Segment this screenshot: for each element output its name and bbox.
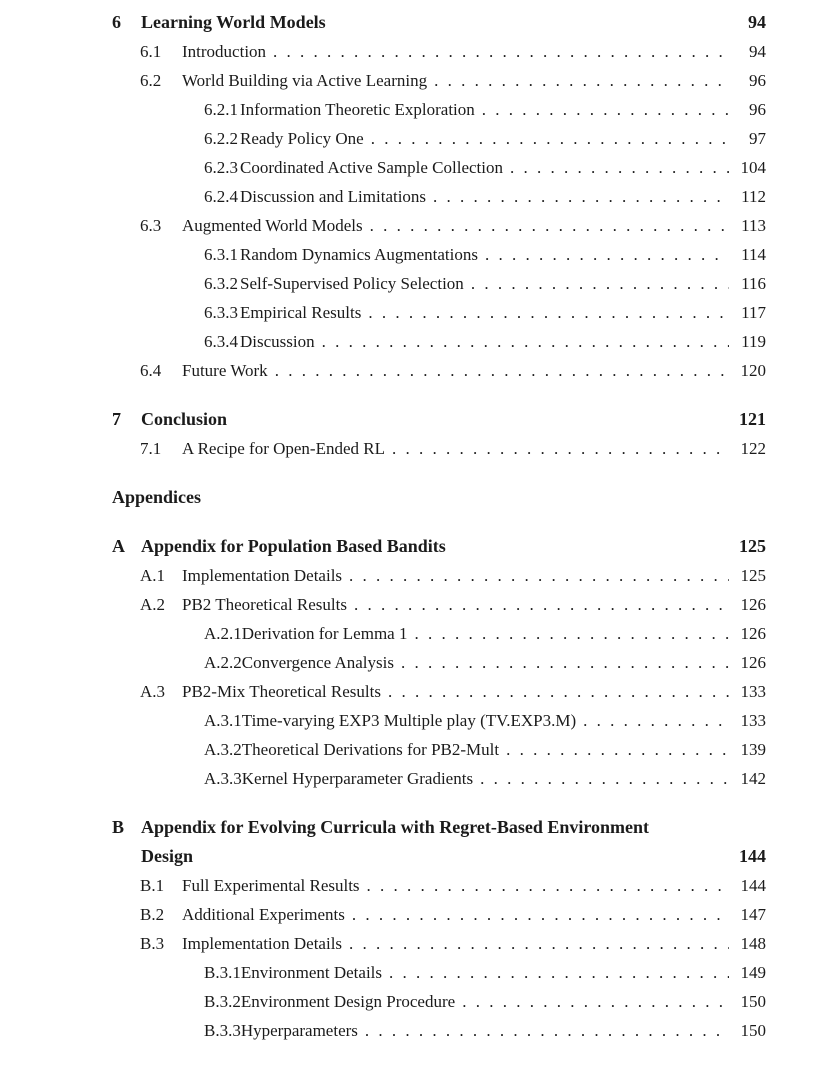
entry-number: 6.2.1: [204, 100, 238, 119]
entry-title: Environment Details: [240, 963, 383, 982]
dot-leader: [392, 434, 729, 463]
entry-number: A.3.1: [204, 711, 242, 730]
dot-leader: [434, 66, 729, 95]
dot-leader: [273, 37, 729, 66]
toc-list: [112, 8, 766, 1045]
entry-title: Learning World Models: [141, 12, 326, 32]
entry-number: 6.3.2: [204, 274, 238, 293]
toc-entry[interactable]: [112, 987, 766, 1016]
entry-title: Random Dynamics Augmentations: [240, 245, 478, 264]
entry-title: Time-varying EXP3 Multiple play (TV.EXP3.M): [241, 711, 577, 730]
entry-number: 6: [112, 12, 121, 32]
entry-page: 142: [740, 769, 766, 788]
entry-title: Design: [141, 846, 194, 866]
entry-title: PB2-Mix Theoretical Results: [182, 682, 381, 701]
entry-page: 144: [739, 846, 766, 866]
dot-leader: [485, 240, 729, 269]
entry-number: 6.3.4: [204, 332, 238, 351]
entry-page: 133: [740, 711, 766, 730]
entry-page: 147: [740, 905, 766, 924]
toc-entry[interactable]: [112, 182, 766, 211]
entry-number: 6.3.1: [204, 245, 238, 264]
entry-page: 125: [739, 536, 766, 556]
dot-leader: [371, 124, 729, 153]
toc-entry[interactable]: [112, 1016, 766, 1045]
entry-number: 7: [112, 409, 121, 429]
dot-leader: [389, 958, 729, 987]
dot-leader: [349, 929, 729, 958]
entry-title: Derivation for Lemma 1: [241, 624, 408, 643]
entry-title: PB2 Theoretical Results: [182, 595, 347, 614]
entry-page: 94: [748, 12, 766, 32]
entry-page: 133: [740, 682, 766, 701]
entry-number: B: [112, 817, 125, 837]
dot-leader: [368, 298, 729, 327]
entry-title: Implementation Details: [182, 566, 343, 585]
entry-title: Discussion: [240, 332, 315, 351]
entry-title: Environment Design Procedure: [240, 992, 456, 1011]
entry-title: Self-Supervised Policy Selection: [240, 274, 464, 293]
entry-number: 6.4: [140, 361, 162, 380]
toc-entry[interactable]: [112, 590, 766, 619]
entry-title: Information Theoretic Exploration: [240, 100, 475, 119]
entry-title: Future Work: [182, 361, 268, 380]
dot-leader: [462, 987, 729, 1016]
entry-number: 6.2: [140, 71, 162, 90]
entry-page: 150: [740, 992, 766, 1011]
toc-entry[interactable]: [112, 677, 766, 706]
entry-number: 6.2.4: [204, 187, 238, 206]
toc-entry[interactable]: [112, 124, 766, 153]
dot-leader: [349, 561, 729, 590]
toc-entry[interactable]: [112, 842, 766, 871]
entry-page: 96: [749, 71, 766, 90]
entry-title: Appendix for Evolving Curricula with Regret-Based Environment: [141, 817, 650, 837]
toc-entry[interactable]: [112, 929, 766, 958]
entry-page: 113: [741, 216, 766, 235]
entry-title: Implementation Details: [182, 934, 343, 953]
entry-title: Appendix for Population Based Bandits: [141, 536, 446, 556]
toc-entry[interactable]: [112, 95, 766, 124]
toc-entry[interactable]: [112, 356, 766, 385]
entry-page: 112: [741, 187, 766, 206]
entry-number: A.1: [140, 566, 166, 585]
toc-entry[interactable]: [112, 561, 766, 590]
heading-title: Appendices: [112, 487, 202, 507]
toc-entry[interactable]: [112, 619, 766, 648]
entry-number: A.2: [140, 595, 166, 614]
entry-number: 6.3: [140, 216, 162, 235]
entry-page: 120: [740, 361, 766, 380]
entry-title: Hyperparameters: [240, 1021, 358, 1040]
entry-number: 6.2.2: [204, 129, 238, 148]
entry-page: 96: [749, 100, 766, 119]
entry-title: Convergence Analysis: [241, 653, 394, 672]
entry-page: 94: [749, 42, 766, 61]
toc-entry[interactable]: [112, 240, 766, 269]
toc-entry[interactable]: [112, 66, 766, 95]
toc-entry[interactable]: [112, 735, 766, 764]
toc-entry[interactable]: [112, 958, 766, 987]
entry-number: A.3.3: [204, 769, 242, 788]
dot-leader: [401, 648, 729, 677]
entry-title: Additional Experiments: [182, 905, 345, 924]
toc-entry[interactable]: [112, 405, 766, 434]
dot-leader: [414, 619, 729, 648]
entry-number: B.3.1: [204, 963, 241, 982]
toc-entry[interactable]: [112, 434, 766, 463]
entry-page: 119: [741, 332, 766, 351]
entry-number: 6.3.3: [204, 303, 238, 322]
entry-page: 97: [749, 129, 766, 148]
entry-number: 6.2.3: [204, 158, 238, 177]
entry-page: 104: [740, 158, 766, 177]
dot-leader: [480, 764, 729, 793]
entry-title: A Recipe for Open-Ended RL: [182, 439, 385, 458]
entry-number: B.1: [140, 876, 165, 895]
toc-entry[interactable]: [112, 211, 766, 240]
entry-title: Empirical Results: [240, 303, 362, 322]
entry-number: A.2.1: [204, 624, 242, 643]
toc-entry[interactable]: [112, 327, 766, 356]
dot-leader: [367, 871, 729, 900]
toc-entry[interactable]: [112, 37, 766, 66]
entry-title: Kernel Hyperparameter Gradients: [241, 769, 474, 788]
entry-number: B.2: [140, 905, 165, 924]
dot-leader: [352, 900, 729, 929]
entry-number: A.2.2: [204, 653, 242, 672]
dot-leader: [354, 590, 729, 619]
entry-page: 116: [741, 274, 766, 293]
entry-page: 122: [740, 439, 766, 458]
dot-leader: [275, 356, 729, 385]
dot-leader: [510, 153, 729, 182]
dot-leader: [583, 706, 729, 735]
dot-leader: [506, 735, 729, 764]
entry-page: 126: [740, 653, 766, 672]
entry-page: 149: [740, 963, 766, 982]
dot-leader: [482, 95, 729, 124]
entry-title: Theoretical Derivations for PB2-Mult: [241, 740, 500, 759]
dot-leader: [471, 269, 729, 298]
entry-page: 121: [739, 409, 766, 429]
toc-entry[interactable]: [112, 532, 766, 561]
entry-number: B.3.2: [204, 992, 241, 1011]
entry-title: Full Experimental Results: [182, 876, 360, 895]
dot-leader: [370, 211, 729, 240]
entry-title: Coordinated Active Sample Collection: [240, 158, 503, 177]
entry-page: 126: [740, 624, 766, 643]
entry-number: 6.1: [140, 42, 162, 61]
entry-title: World Building via Active Learning: [182, 71, 428, 90]
toc-entry[interactable]: [112, 298, 766, 327]
entry-number: A.3.2: [204, 740, 242, 759]
entry-page: 126: [740, 595, 766, 614]
entry-page: 117: [741, 303, 766, 322]
entry-number: A: [112, 536, 125, 556]
entry-page: 125: [740, 566, 766, 585]
entry-title: Discussion and Limitations: [240, 187, 427, 206]
toc-entry[interactable]: [112, 269, 766, 298]
toc-entry[interactable]: [112, 706, 766, 735]
toc-entry[interactable]: [112, 8, 766, 37]
entry-number: B.3: [140, 934, 165, 953]
entry-page: 144: [740, 876, 766, 895]
entry-page: 114: [741, 245, 766, 264]
dot-leader: [388, 677, 729, 706]
entry-number: B.3.3: [204, 1021, 241, 1040]
dot-leader: [322, 327, 729, 356]
entry-page: 150: [740, 1021, 766, 1040]
toc-entry[interactable]: [112, 900, 766, 929]
appendices-heading: [112, 483, 766, 512]
entry-number: A.3: [140, 682, 166, 701]
toc-entry[interactable]: [112, 764, 766, 793]
entry-page: 148: [740, 934, 766, 953]
toc-entry[interactable]: [112, 871, 766, 900]
dot-leader: [365, 1016, 729, 1045]
toc-entry[interactable]: [112, 153, 766, 182]
dot-leader: [433, 182, 729, 211]
entry-title: Introduction: [182, 42, 267, 61]
toc-entry[interactable]: [112, 813, 766, 842]
entry-title: Augmented World Models: [182, 216, 363, 235]
entry-page: 139: [740, 740, 766, 759]
toc-entry[interactable]: [112, 648, 766, 677]
entry-title: Conclusion: [141, 409, 228, 429]
entry-title: Ready Policy One: [240, 129, 364, 148]
entry-number: 7.1: [140, 439, 162, 458]
